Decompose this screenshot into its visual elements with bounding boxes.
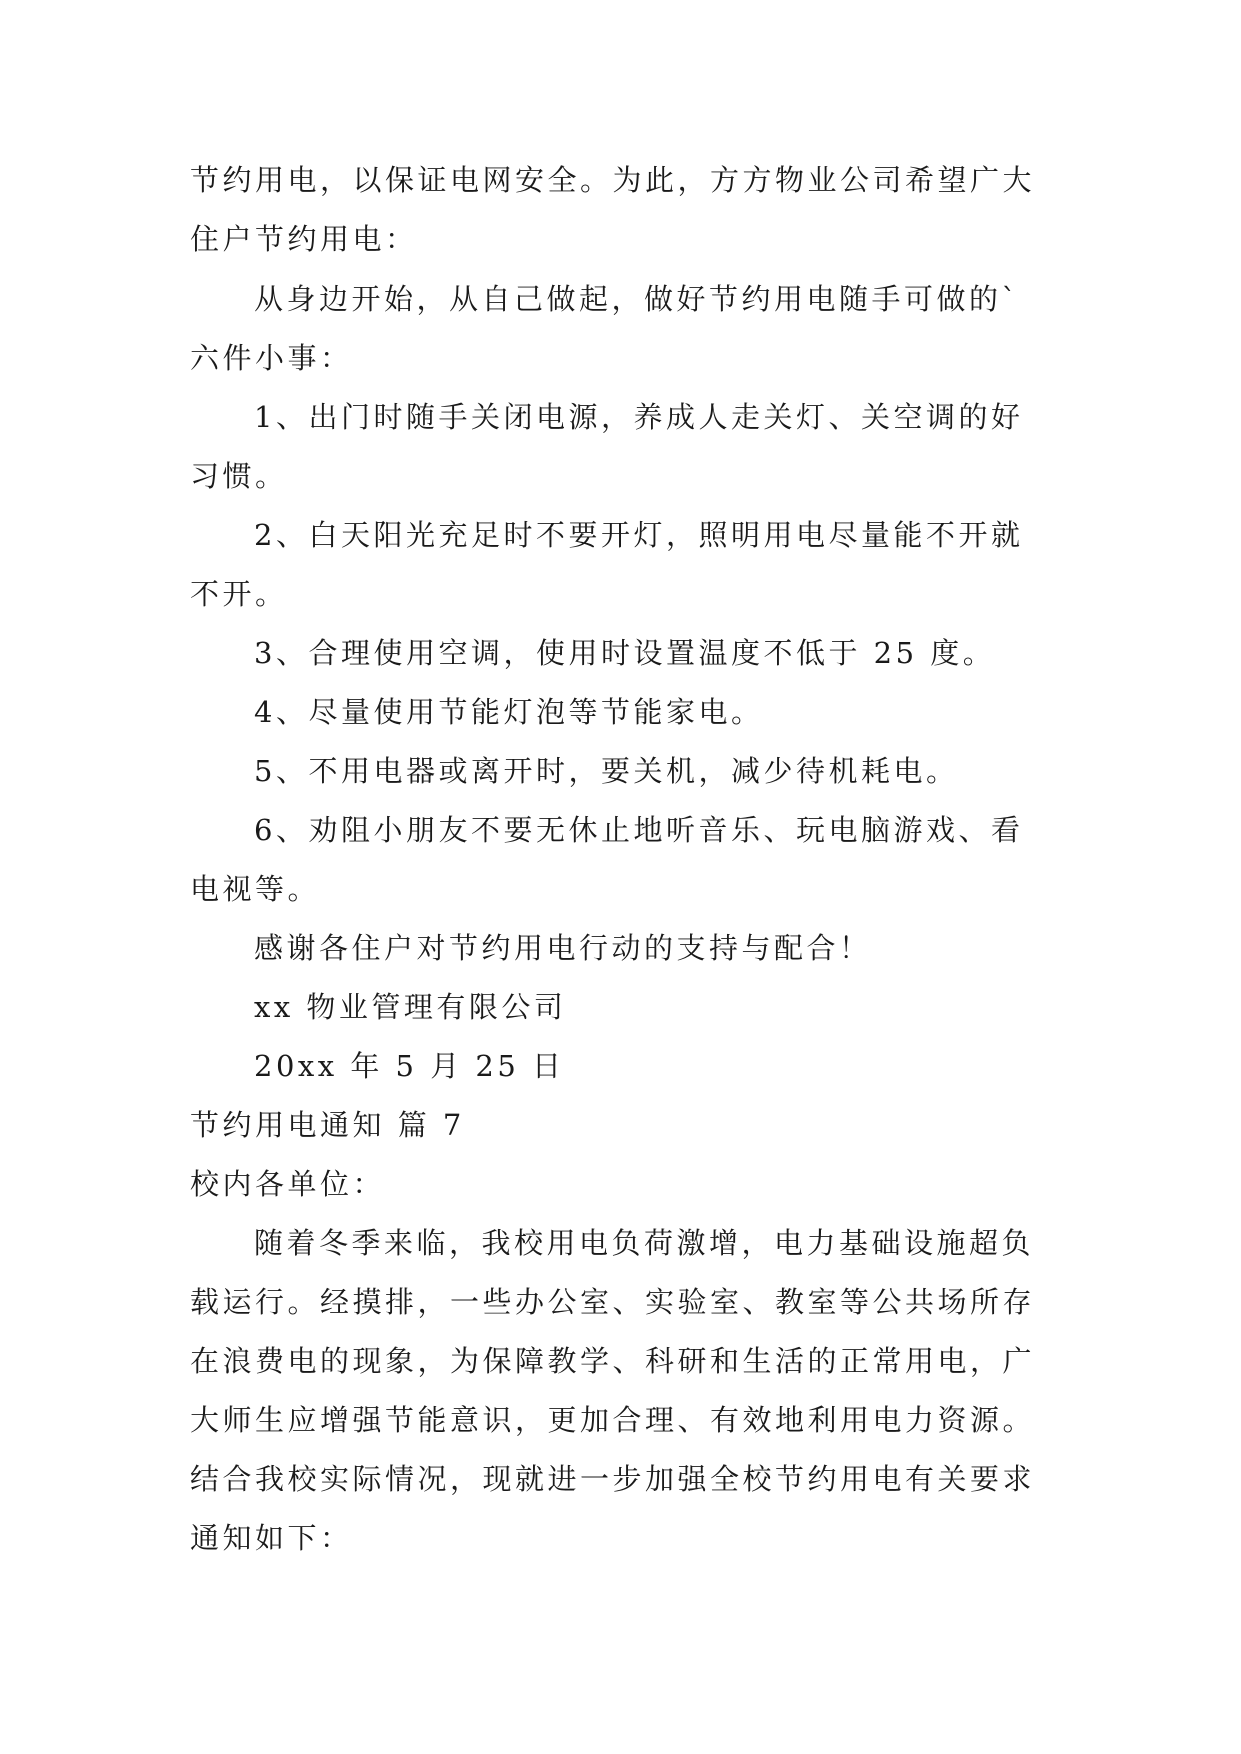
body-line: 感谢各住户对节约用电行动的支持与配合！ xyxy=(254,931,872,965)
salutation: 校内各单位： xyxy=(190,1167,386,1201)
body-line: 随着冬季来临，我校用电负荷激增，电力基础设施超负 xyxy=(254,1226,1035,1260)
body-line: 六件小事： xyxy=(190,341,353,375)
body-line: 大师生应增强节能意识，更加合理、有效地利用电力资源。 xyxy=(190,1403,1036,1437)
body-line: 住户节约用电： xyxy=(190,222,418,256)
body-line: 结合我校实际情况，现就进一步加强全校节约用电有关要求 xyxy=(190,1462,1036,1496)
body-line: 4、尽量使用节能灯泡等节能家电。 xyxy=(254,695,764,729)
body-line: 不开。 xyxy=(190,577,288,611)
body-line: 电视等。 xyxy=(190,872,321,906)
body-line: 从身边开始，从自己做起，做好节约用电随手可做的` xyxy=(254,282,1020,316)
company-signature: xx 物业管理有限公司 xyxy=(254,990,567,1024)
signature-date: 20xx 年 5 月 25 日 xyxy=(254,1049,565,1083)
body-line: 2、白天阳光充足时不要开灯，照明用电尽量能不开就 xyxy=(254,518,1024,552)
section-heading: 节约用电通知 篇 7 xyxy=(190,1108,465,1142)
body-line: 节约用电，以保证电网安全。为此，方方物业公司希望广大 xyxy=(190,163,1036,197)
body-line: 6、劝阻小朋友不要无休止地听音乐、玩电脑游戏、看 xyxy=(254,813,1024,847)
body-line: 载运行。经摸排，一些办公室、实验室、教室等公共场所存 xyxy=(190,1285,1036,1319)
body-line: 习惯。 xyxy=(190,459,288,493)
body-line: 3、合理使用空调，使用时设置温度不低于 25 度。 xyxy=(254,636,996,670)
body-line: 通知如下： xyxy=(190,1521,353,1555)
body-line: 1、出门时随手关闭电源，养成人走关灯、关空调的好 xyxy=(254,400,1024,434)
body-line: 5、不用电器或离开时，要关机，减少待机耗电。 xyxy=(254,754,959,788)
body-line: 在浪费电的现象，为保障教学、科研和生活的正常用电，广 xyxy=(190,1344,1036,1378)
